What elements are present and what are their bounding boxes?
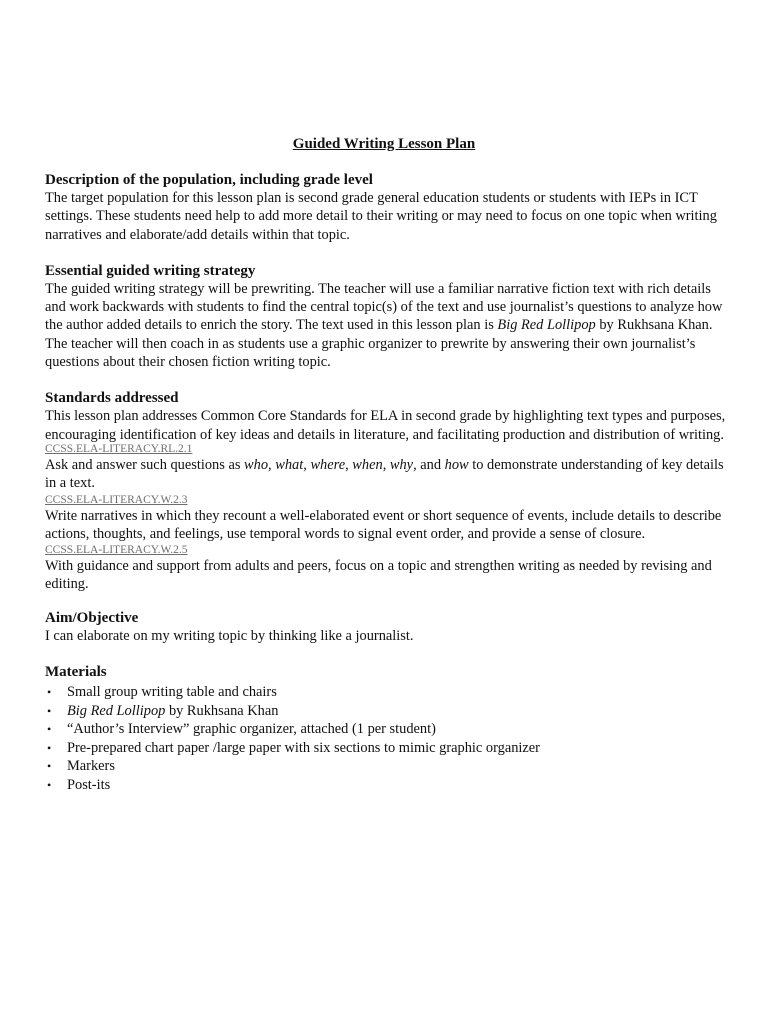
- standard-text-where: where: [310, 456, 346, 473]
- list-item: [45, 776, 727, 795]
- bullet-icon: •: [47, 703, 52, 718]
- aim-text: I can elaborate on my writing topic by thinking like a journalist.: [45, 627, 414, 644]
- material-text: Pre-prepared chart paper /large paper with six sections to mimic graphic organizer: [67, 739, 540, 756]
- standard-text-who: who: [244, 456, 269, 473]
- standard-code-w-2-5[interactable]: CCSS.ELA-LITERACY.W.2.5: [45, 544, 188, 557]
- material-text: Small group writing table and chairs: [67, 684, 277, 701]
- strategy-text-after: by Rukhsana Khan. The teacher will then coach in as students use a graphic organizer to prewrite by answering their own journalist’s questions about their chosen fiction writing topic.: [45, 317, 713, 371]
- materials-heading: Materials: [45, 664, 107, 681]
- standard-text-when: when: [352, 456, 383, 473]
- population-heading: Description of the population, including grade level: [45, 172, 373, 188]
- strategy-text-before: The guided writing strategy will be prewriting. The teacher will use a familiar narrative fiction text with rich details and work backwards with students to find the central topic(s) of the text and use journalist’s questions to analyze how the author added details to enrich the story. The text used in this lesson plan is: [45, 280, 723, 334]
- material-book-title: Big Red Lollipop: [67, 702, 166, 719]
- materials-section: [45, 663, 727, 794]
- list-item: [45, 739, 727, 758]
- document-body: [45, 171, 727, 812]
- standards-section: [45, 389, 727, 593]
- standards-intro: This lesson plan addresses Common Core Standards for ELA in second grade by highlighting text types and purposes, encouraging identification of key ideas and details in literature, and facilitating production and distribution of writing.: [45, 408, 726, 443]
- list-item: [45, 720, 727, 739]
- bullet-icon: •: [47, 740, 52, 755]
- standard-text-part: , and: [413, 456, 445, 473]
- population-section: [45, 171, 727, 244]
- standard-text-how: how: [444, 456, 469, 473]
- bullet-icon: •: [47, 777, 52, 792]
- standard-code-rl-2-1[interactable]: CCSS.ELA-LITERACY.RL.2.1: [45, 442, 193, 455]
- list-item: [45, 683, 727, 702]
- standard-text-part: ,: [382, 456, 390, 473]
- strategy-book-title: Big Red Lollipop: [497, 317, 596, 334]
- population-text: The target population for this lesson plan is second grade general education students or students with IEPs in ICT settings. These students need help to add more detail to their writing or may need to focus on one topic when writing narratives and elaborate/add details within that topic.: [45, 190, 717, 243]
- standard-text-rl-2-1: [45, 456, 727, 493]
- strategy-section: [45, 262, 727, 371]
- document-title: Guided Writing Lesson Plan: [292, 136, 476, 152]
- standard-text-part: ,: [268, 456, 276, 473]
- list-item: [45, 757, 727, 776]
- material-text: Markers: [67, 758, 115, 775]
- material-text: by Rukhsana Khan: [165, 702, 279, 719]
- list-item: [45, 702, 727, 721]
- bullet-icon: •: [47, 722, 52, 737]
- material-text: Post-its: [67, 776, 111, 793]
- standard-text-what: what: [275, 456, 304, 473]
- standard-text-part: to demonstrate understanding of key details in a text.: [45, 456, 724, 492]
- bullet-icon: •: [47, 685, 52, 700]
- aim-section: [45, 609, 727, 645]
- strategy-text: [45, 280, 727, 371]
- standard-text-part: ,: [303, 456, 311, 473]
- standard-code-w-2-3[interactable]: CCSS.ELA-LITERACY.W.2.3: [45, 493, 188, 506]
- standard-text-w-2-3: Write narratives in which they recount a well-elaborated event or short sequence of events, include details to describe actions, thoughts, and feelings, use temporal words to signal event order, and provide a sense of closure.: [45, 507, 722, 542]
- standard-text-why: why: [389, 456, 414, 473]
- materials-list: [45, 683, 727, 794]
- standard-text-part: ,: [345, 456, 353, 473]
- material-text: “Author’s Interview” graphic organizer, attached (1 per student): [67, 721, 436, 738]
- standard-text-part: Ask and answer such questions as: [45, 456, 245, 473]
- strategy-heading: Essential guided writing strategy: [45, 262, 256, 279]
- bullet-icon: •: [47, 759, 52, 774]
- standard-text-w-2-5: With guidance and support from adults and peers, focus on a topic and strengthen writing as needed by revising and editing.: [45, 558, 712, 593]
- standards-heading: Standards addressed: [45, 390, 179, 407]
- aim-heading: Aim/Objective: [45, 609, 139, 626]
